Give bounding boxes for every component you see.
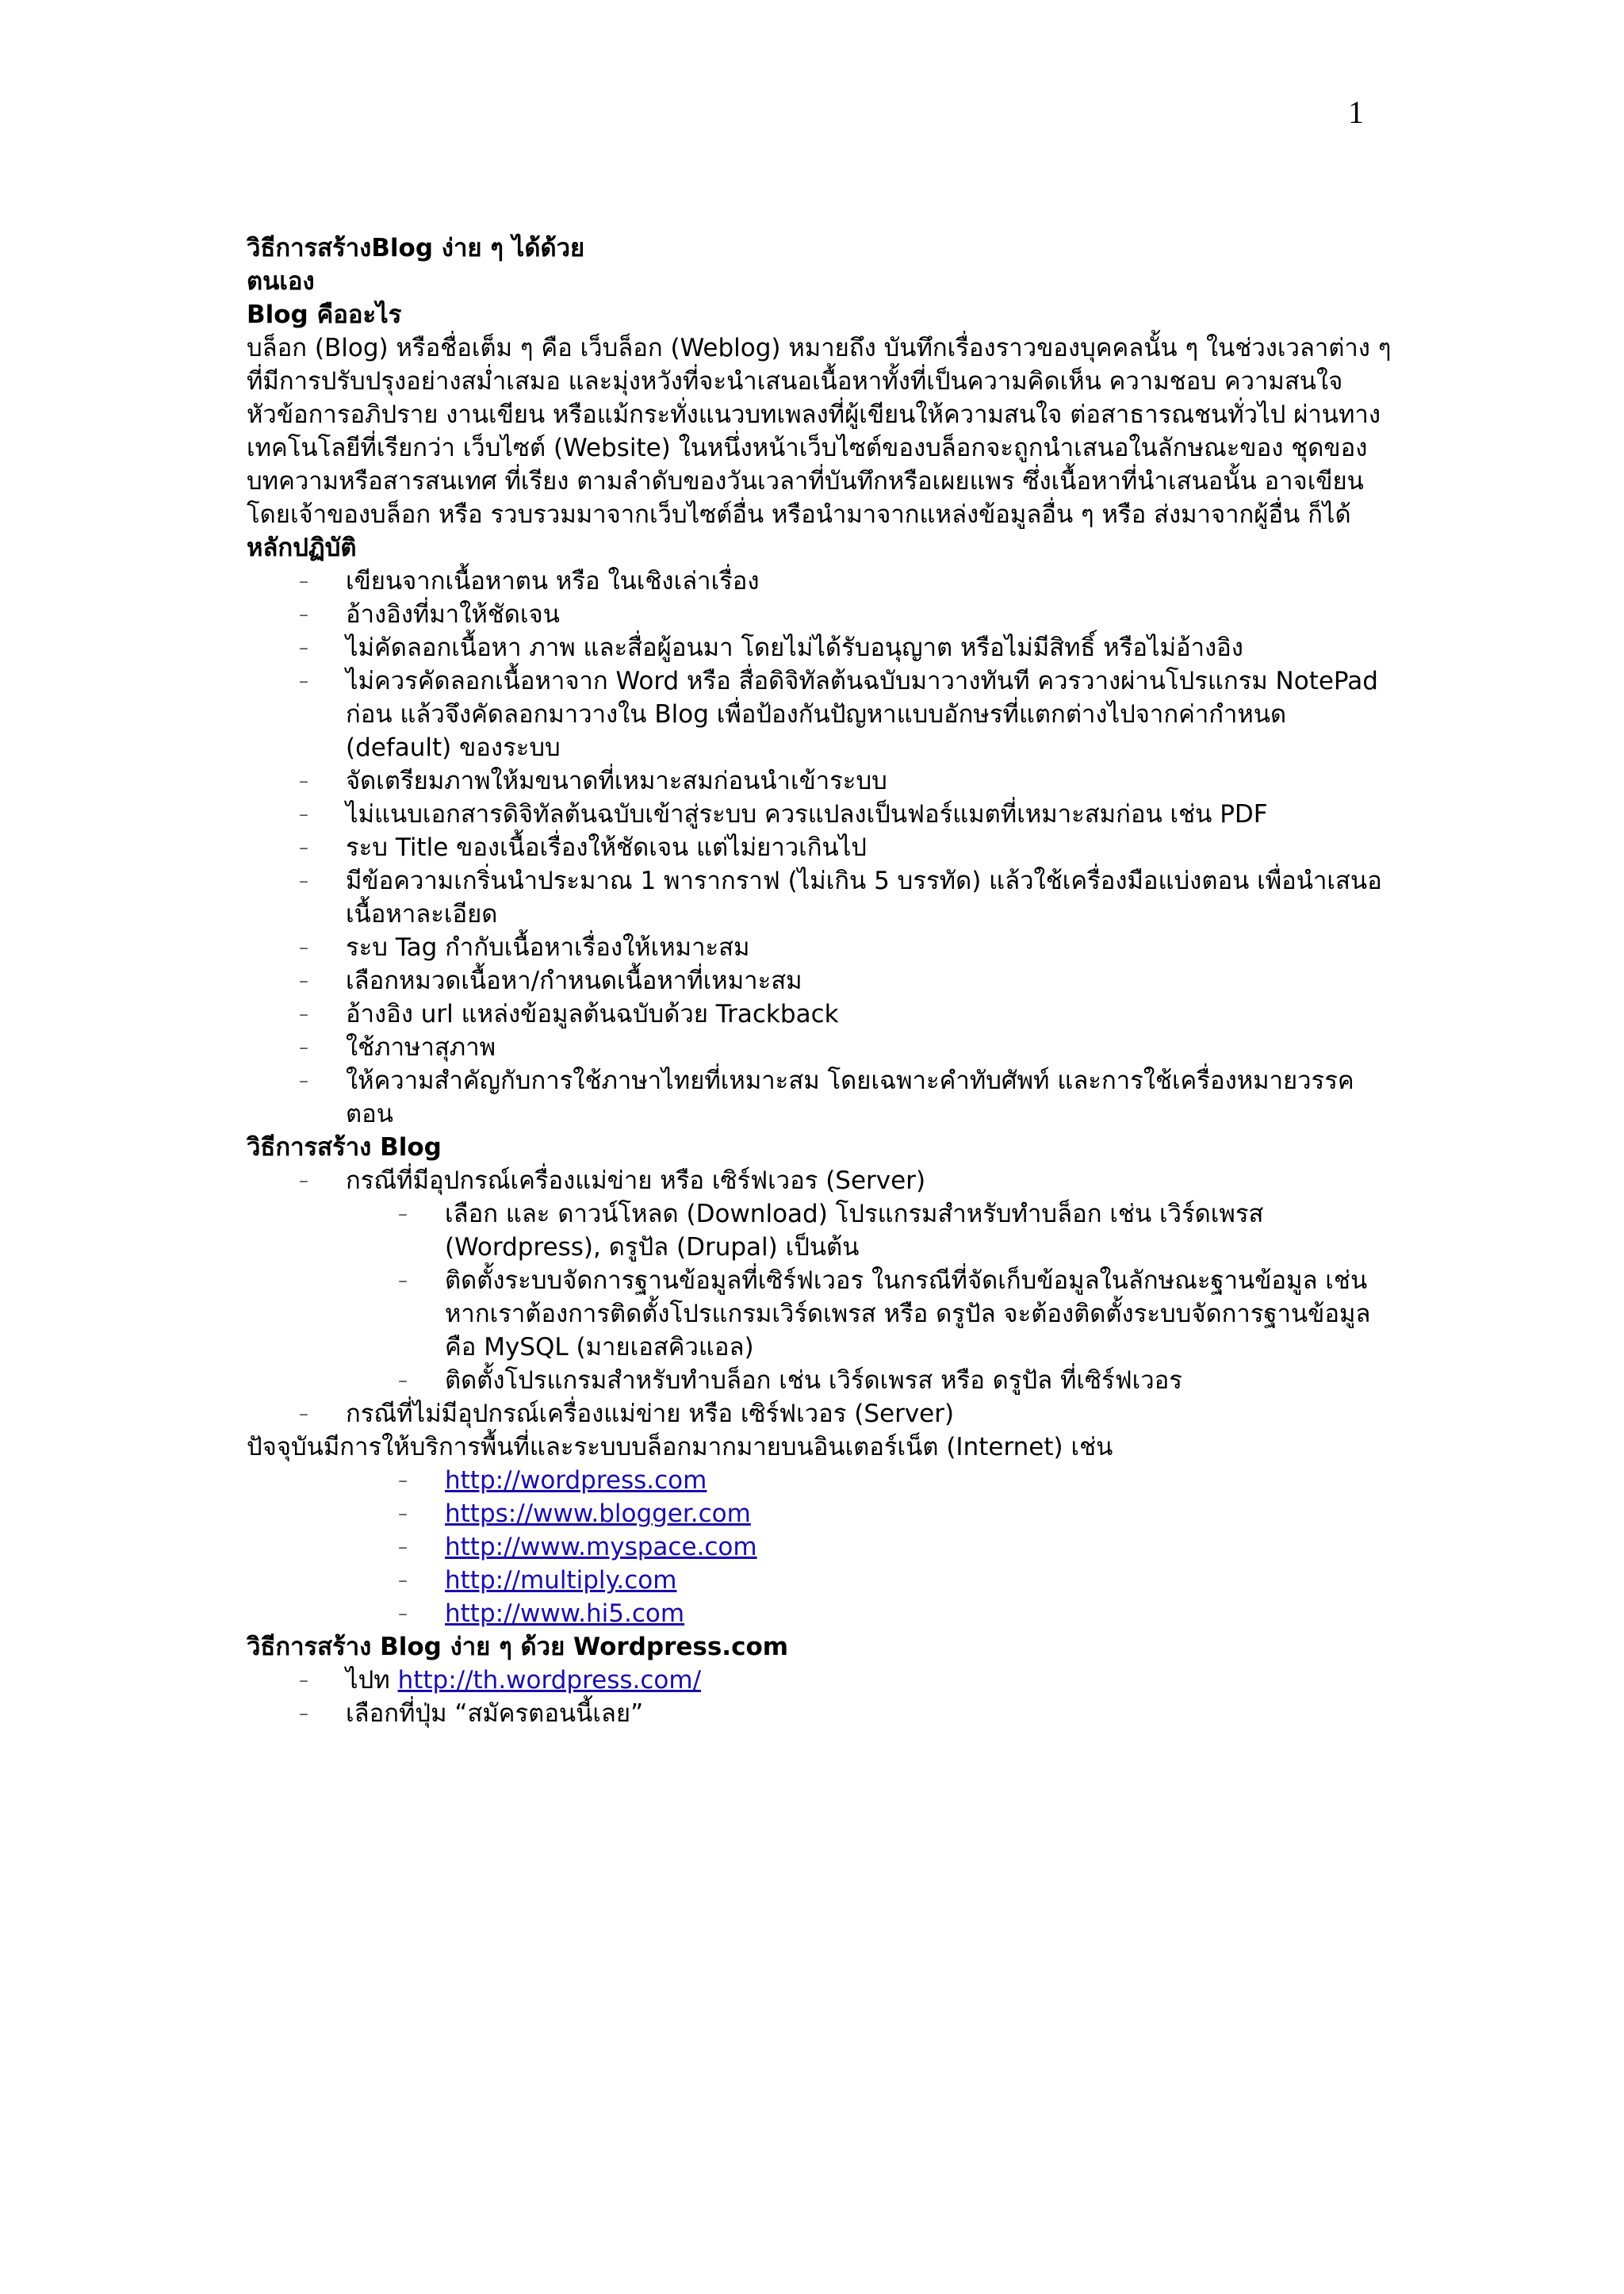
section-heading-what-is-blog: Blog คืออะไร	[247, 301, 402, 329]
bullet-dash-icon: –	[299, 1036, 308, 1059]
list-item: – อ้างอิง url แหล่งข้อมูลต้นฉบับด้วย Trackback	[247, 998, 1396, 1031]
list-item: – ไม่แนบเอกสารดิจิทัลต้นฉบับเข้าสู่ระบบ ควรแปลงเป็นฟอร์แมตที่เหมาะสมก่อน เช่น PDF	[247, 798, 1396, 831]
bullet-dash-icon: –	[299, 1403, 308, 1425]
page-number: 1	[1348, 94, 1364, 130]
bullet-dash-icon: –	[299, 1070, 308, 1092]
list-item: – เลือก และ ดาวน์โหลด (Download) โปรแกรมสำหรับทำบล็อก เช่น เวิร์ดเพรส (Wordpress), ดรูปัล (Drupal) เป็นต้น	[247, 1197, 1396, 1264]
list-item-no-server-case: – กรณีที่ไม่มีอุปกรณ์เครื่องแม่ข่าย หรือ เซิร์ฟเวอร (Server)	[247, 1397, 1396, 1430]
bullet-dash-icon: –	[398, 1270, 408, 1292]
list-item: – มีข้อความเกริ่นนำประมาณ 1 พารากราฟ (ไม่เกิน 5 บรรทัด) แล้วใช้เครื่องมือแบ่งตอน เพื่อนำเสนอเนื้อหาละเอียด	[247, 864, 1396, 931]
list-item: – ระบ Title ของเนื้อเรื่องให้ชัดเจน แต่ไม่ยาวเกินไป	[247, 831, 1396, 864]
list-item: – ไปท http://th.wordpress.com/	[247, 1664, 1396, 1697]
bullet-dash-icon: –	[398, 1203, 408, 1225]
bullet-dash-icon: –	[398, 1603, 408, 1625]
list-item	[247, 1464, 1396, 1497]
bullet-dash-icon: –	[398, 1369, 408, 1392]
link-multiply[interactable]: http://multiply.com	[445, 1566, 677, 1595]
document-title-line-2: ตนเอง	[247, 267, 315, 296]
bullet-dash-icon: –	[299, 1170, 308, 1192]
list-item	[247, 1564, 1396, 1597]
list-item: – เขียนจากเนื้อหาตน หรือ ในเชิงเล่าเรื่อง	[247, 565, 1396, 598]
link-wordpress[interactable]: http://wordpress.com	[445, 1466, 707, 1495]
list-item: – ระบ Tag กำกับเนื้อหาเรื่องให้เหมาะสม	[247, 931, 1396, 964]
bullet-dash-icon: –	[299, 936, 308, 959]
list-item: – ไม่ควรคัดลอกเนื้อหาจาก Word หรือ สื่อดิจิทัลต้นฉบับมาวางทันที ควรวางผ่านโปรแกรม NotePad ก่อน แล้วจึงคัดลอกมาวางใน Blog เพื่อป้องกันปัญหาแบบอักษรที่แตกต่างไปจากค่ากำหนด (default) ของระบบ	[247, 664, 1396, 764]
bullet-dash-icon: –	[299, 670, 308, 692]
create-blog-list	[247, 1164, 1396, 1430]
bullet-dash-icon: –	[299, 570, 308, 592]
blog-definition-paragraph: บล็อก (Blog) หรือชื่อเต็ม ๆ คือ เว็บล็อก (Weblog) หมายถึง บันทึกเรื่องราวของบุคคลนั้น ๆ ในช่วงเวลาต่าง ๆ ที่มีการปรับปรุงอย่างสม่ำเสมอ และมุ่งหวังที่จะนำเสนอเนื้อหาทั้งที่เป็นความคิดเห็น ความชอบ ความสนใจ หัวข้อการอภิปราย งานเขียน หรือแม้กระทั่งแนวบทเพลงที่ผู้เขียนให้ความสนใจ ต่อสาธารณชนทั่วไป ผ่านทางเทคโนโลยีที่เรียกว่า เว็บไซต์ (Website) ในหนึ่งหน้าเว็บไซต์ของบล็อกจะถูกนำเสนอในลักษณะของ ชุดของบทความหรือสารสนเทศ ที่เรียง ตามลำดับของวันเวลาที่บันทึกหรือเผยแพร ซึ่งเนื้อหาที่นำเสนอนั้น อาจเขียนโดยเจ้าของบล็อก หรือ รวบรวมมาจากเว็บไซต์อื่น หรือนำมาจากแหล่งข้อมูลอื่น ๆ หรือ ส่งมาจากผู้อื่น ก็ได้	[247, 334, 1392, 529]
bullet-dash-icon: –	[398, 1536, 408, 1558]
link-hi5[interactable]: http://www.hi5.com	[445, 1599, 685, 1628]
list-item: – จัดเตรียมภาพให้มขนาดที่เหมาะสมก่อนนำเข้าระบบ	[247, 764, 1396, 798]
list-item: – เลือกหมวดเนื้อหา/กำหนดเนื้อหาที่เหมาะสม	[247, 964, 1396, 998]
wordpress-steps-list	[247, 1664, 1396, 1730]
list-item	[247, 1530, 1396, 1564]
list-item: – อ้างอิงที่มาให้ชัดเจน	[247, 598, 1396, 631]
link-th-wordpress[interactable]: http://th.wordpress.com/	[397, 1666, 702, 1695]
section-heading-how-to-create: วิธีการสร้าง Blog	[247, 1133, 442, 1162]
list-item: – ไม่คัดลอกเนื้อหา ภาพ และสื่อผู้อนมา โดยไม่ได้รับอนุญาต หรือไม่มีสิทธิ์ หรือไม่อ้างอิง	[247, 631, 1396, 664]
list-item: – ใช้ภาษาสุภาพ	[247, 1031, 1396, 1064]
bullet-dash-icon: –	[398, 1503, 408, 1525]
section-heading-principles: หลักปฏิบัติ	[247, 534, 357, 562]
document-title-line-1: วิธีการสร้างBlog ง่าย ๆ ได้ด้วย	[247, 234, 585, 262]
document-body	[247, 232, 1396, 1730]
bullet-dash-icon: –	[299, 1702, 308, 1725]
section-heading-wordpress: วิธีการสร้าง Blog ง่าย ๆ ด้วย Wordpress.com	[247, 1633, 789, 1661]
bullet-dash-icon: –	[299, 803, 308, 825]
link-blogger[interactable]: https://www.blogger.com	[445, 1499, 751, 1528]
list-item-server-case: – กรณีที่มีอุปกรณ์เครื่องแม่ข่าย หรือ เซิร์ฟเวอร (Server)	[247, 1164, 1396, 1197]
bullet-dash-icon: –	[299, 770, 308, 792]
bullet-dash-icon: –	[299, 1669, 308, 1691]
services-intro: ปัจจุบันมีการให้บริการพื้นที่และระบบบล็อกมากมายบนอินเตอร์เน็ต (Internet) เช่น	[247, 1433, 1113, 1461]
bullet-dash-icon: –	[299, 603, 308, 626]
bullet-dash-icon: –	[299, 970, 308, 992]
list-item: – ติดตั้งระบบจัดการฐานข้อมูลที่เซิร์ฟเวอร ในกรณีที่จัดเก็บข้อมูลในลักษณะฐานข้อมูล เช่น หากเราต้องการติดตั้งโปรแกรมเวิร์ดเพรส หรือ ดรูปัล จะต้องติดตั้งระบบจัดการฐานข้อมูล คือ MySQL (มายเอสคิวแอล)	[247, 1264, 1396, 1364]
principles-list	[247, 565, 1396, 1131]
service-links-list	[247, 1464, 1396, 1630]
list-item: – ให้ความสำคัญกับการใช้ภาษาไทยที่เหมาะสม โดยเฉพาะคำทับศัพท์ และการใช้เครื่องหมายวรรคตอน	[247, 1064, 1396, 1131]
bullet-dash-icon: –	[299, 1003, 308, 1025]
list-item: – เลือกที่ปุ่ม “สมัครตอนนี้เลย”	[247, 1697, 1396, 1730]
bullet-dash-icon: –	[299, 837, 308, 859]
bullet-dash-icon: –	[398, 1469, 408, 1492]
bullet-dash-icon: –	[299, 637, 308, 659]
list-item	[247, 1497, 1396, 1530]
list-item: – ติดตั้งโปรแกรมสำหรับทำบล็อก เช่น เวิร์ดเพรส หรือ ดรูปัล ที่เซิร์ฟเวอร	[247, 1364, 1396, 1397]
bullet-dash-icon: –	[299, 870, 308, 892]
link-myspace[interactable]: http://www.myspace.com	[445, 1533, 757, 1561]
list-item	[247, 1597, 1396, 1630]
bullet-dash-icon: –	[398, 1569, 408, 1591]
